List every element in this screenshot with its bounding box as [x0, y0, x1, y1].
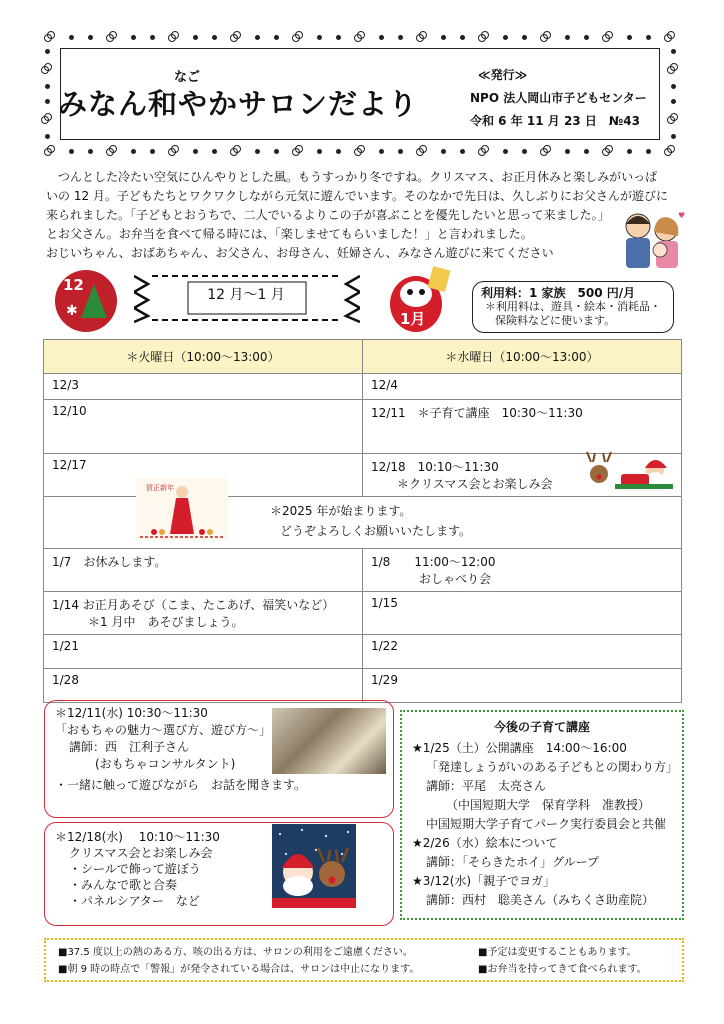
event-title: クリスマス会とお楽しみ会	[69, 846, 213, 860]
lecture-title: 「発達しょうがいのある子どもとの関わり方」	[426, 760, 679, 774]
newyear-line: ＊2025 年が始まります。	[270, 504, 412, 518]
schedule-cell: 12/11 ＊子育て講座 10:30～11:30	[363, 400, 682, 454]
border-decoration-right	[666, 44, 680, 144]
schedule-cell: 1/15	[363, 592, 682, 635]
notice-item: ■お弁当を持ってきて食べられます。	[478, 964, 647, 975]
lecture-lecturer: 講師：西村 聡美さん（みちくさ助産院）	[426, 893, 655, 907]
event-activity: ・みんなで歌と合奏	[69, 878, 178, 892]
intro-text	[46, 168, 668, 263]
intro-line: 来られました。「子どもとおうちで、二人でいるよりこの子が喜ぶことを優先したいと思って来ました。」	[46, 208, 610, 222]
future-lectures	[400, 710, 684, 920]
border-decoration-bottom	[40, 144, 680, 158]
intro-line: つんとした冷たい空気にひんやりとした風。もうすっかり冬ですね。クリスマス、お正月休みと楽しみがいっぱ	[58, 170, 658, 184]
column-header-tuesday: ＊火曜日（10:00～13:00）	[44, 340, 363, 374]
event-title: 「おもちゃの魅力～選び方、遊び方～」	[55, 723, 272, 737]
notice-box	[44, 938, 684, 982]
table-row	[44, 374, 682, 400]
lecture-item: ★3/12(水)「親子でヨガ」	[412, 874, 556, 888]
snow-icon: ✱	[66, 303, 78, 319]
daruma-label: 1月	[400, 310, 426, 328]
title-furigana: なご	[174, 70, 201, 85]
fee-box	[472, 281, 674, 333]
event-activity: ・シールで飾って遊ぼう	[69, 862, 201, 876]
badge-month-12: 12	[63, 276, 84, 294]
daruma-icon	[386, 264, 452, 334]
fee-note: ＊利用料は、遊具・絵本・消耗品・	[485, 300, 661, 313]
reindeer-santa-illustration	[585, 450, 677, 492]
issue-number: №43	[608, 114, 640, 128]
schedule-cell-line: ＊クリスマス会とお楽しみ会	[397, 477, 553, 491]
intro-line: とお父さん。お弁当を食べて帰る時には、「楽しませてもらいました！」と言われました。	[46, 227, 533, 241]
december-badge	[55, 270, 117, 332]
schedule-header-row	[44, 340, 682, 374]
issue-date: 令和 6 年 11 月 23 日	[470, 114, 597, 128]
svg-text:♥: ♥	[678, 211, 686, 220]
schedule-cell: 12/3	[44, 374, 363, 400]
schedule-cell-line: 1/8 11:00～12:00	[371, 555, 496, 569]
notice-item: ■朝 9 時の時点で「警報」が発令されている場合は、サロンは中止になります。	[58, 964, 420, 975]
event-activity: ・パネルシアター など	[69, 894, 200, 908]
future-title: 今後の子育て講座	[493, 720, 590, 734]
christmas-tree-icon	[81, 284, 107, 318]
table-row	[44, 592, 682, 635]
publisher-info	[470, 64, 647, 133]
lecture-lecturer: 講師：「そらきたホイ」グループ	[426, 855, 600, 869]
notice-item: ■37.5 度以上の熱のある方、咳の出る方は、サロンの利用をご遠慮ください。	[58, 947, 413, 958]
border-decoration-left	[40, 44, 54, 144]
event-description: ・一緒に触って遊びながら お話を聞きます。	[55, 778, 307, 792]
lecture-lecturer: 講師：平尾 太亮さん	[426, 779, 547, 793]
schedule-cell: 1/28	[44, 669, 363, 703]
period-label: 12 月～1 月	[207, 287, 285, 303]
issue-date-line	[470, 110, 647, 133]
schedule-cell: 12/4	[363, 374, 682, 400]
schedule-cell: 1/22	[363, 635, 682, 669]
newyear-card-illustration	[136, 478, 228, 540]
schedule-cell-line: 1/14 お正月あそび（こま、たこあげ、福笑いなど）	[52, 598, 335, 612]
table-row	[44, 669, 682, 703]
schedule-cell-line: ＊1 月中 あそびましょう。	[88, 615, 244, 629]
toy-lecture-photo	[272, 708, 386, 774]
fee-main: 利用料：1 家族 500 円/月	[481, 286, 636, 300]
table-row	[44, 400, 682, 454]
table-row	[44, 549, 682, 592]
lecture-item: ★1/25（土）公開講座 14:00～16:00	[412, 741, 627, 755]
card-text: 賀正新年	[146, 484, 174, 492]
santa-reindeer-picture	[272, 824, 356, 908]
schedule-cell-line: 12/18 10:10～11:30	[371, 460, 499, 474]
schedule-cell	[44, 592, 363, 635]
schedule-cell: 1/21	[44, 635, 363, 669]
intro-line: いの 12 月。子どもたちとワクワクしながら元気に遊んでいます。そのなかで先日は、久しぶりにお父さんが遊びに	[46, 189, 668, 203]
schedule-cell: 12/17	[44, 454, 363, 497]
event-lecturer-role: (おもちゃコンサルタント)	[95, 757, 236, 771]
event-lecturer: 講師：西 江利子さん	[69, 740, 190, 754]
page-title: みなん和やかサロンだより	[58, 87, 419, 121]
schedule-cell: 12/10	[44, 400, 363, 454]
fee-note: 保険料などに使います。	[495, 314, 616, 327]
family-illustration	[616, 206, 688, 270]
issuer-name: NPO 法人岡山市子どもセンター	[470, 91, 647, 105]
lecture-item: ★2/26（水）絵本について	[412, 836, 558, 850]
table-row	[44, 635, 682, 669]
intro-line: おじいちゃん、おばあちゃん、お父さん、お母さん、妊婦さん、みなさん遊びに来てください	[46, 246, 554, 260]
event-date: ＊12/11(水) 10:30～11:30	[55, 706, 208, 720]
border-decoration-top	[40, 30, 680, 44]
schedule-cell	[363, 549, 682, 592]
schedule-cell-line: おしゃべり会	[419, 572, 492, 586]
lecture-lecturer-role: （中国短期大学 保育学科 准教授）	[446, 798, 651, 812]
newyear-line: どうぞよろしくお願いいたします。	[280, 524, 472, 538]
lecture-cohost: 中国短期大学子育てパーク実行委員会と共催	[426, 817, 667, 831]
notice-item: ■予定は変更することもあります。	[478, 947, 637, 958]
column-header-wednesday: ＊水曜日（10:00～13:00）	[363, 340, 682, 374]
schedule-cell: 1/7 お休みします。	[44, 549, 363, 592]
issuer-label: ≪発行≫	[478, 68, 528, 82]
schedule-cell: 1/29	[363, 669, 682, 703]
event-date: ＊12/18(水) 10:10～11:30	[55, 830, 220, 844]
